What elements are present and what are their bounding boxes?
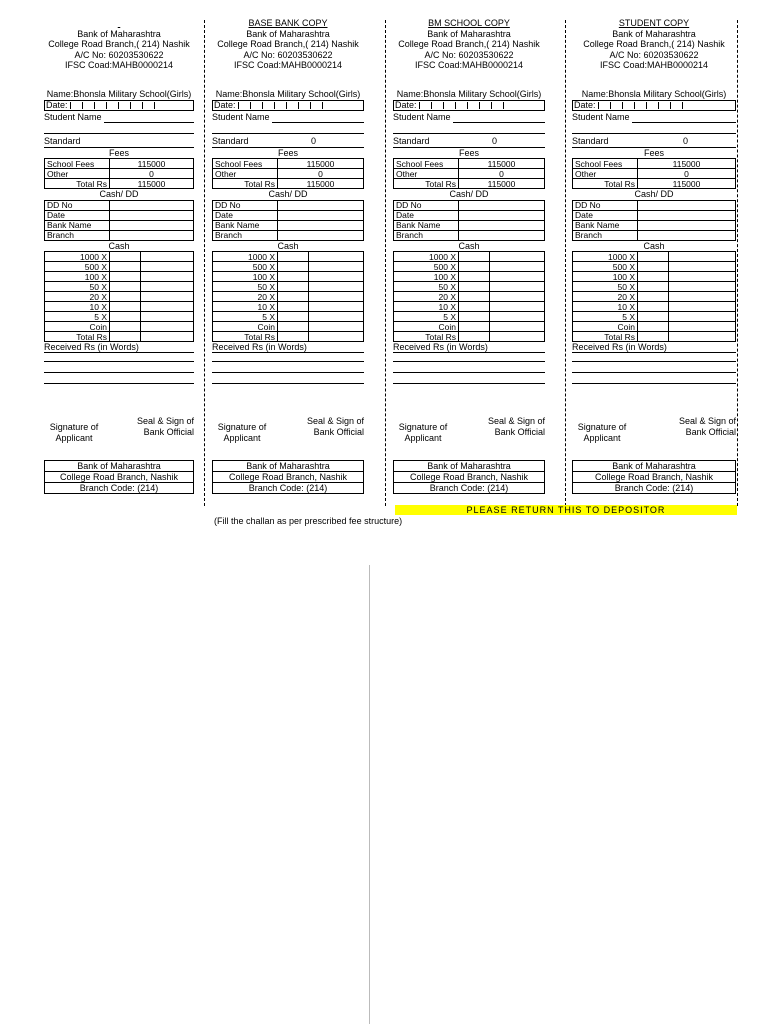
bank-name-field[interactable] (278, 220, 364, 230)
received-words-label: Received Rs (in Words) (212, 342, 364, 353)
bank-footer (393, 460, 545, 494)
student-name-field[interactable] (453, 113, 545, 123)
account-number: A/C No: 60203530622 (424, 49, 514, 60)
branch-field[interactable] (110, 230, 194, 240)
other-value[interactable]: 0 (638, 169, 736, 179)
cash-dd-heading: Cash/ DD (99, 189, 139, 199)
denomination-label: 500 X (213, 262, 278, 272)
denomination-label: 100 X (213, 272, 278, 282)
bank-footer (44, 460, 194, 494)
other-value[interactable]: 0 (278, 169, 364, 179)
denomination-amount[interactable] (490, 292, 545, 302)
denomination-count[interactable] (278, 262, 309, 272)
other-value[interactable]: 0 (110, 169, 194, 179)
total-value[interactable]: 115000 (638, 179, 736, 189)
denomination-amount[interactable] (669, 292, 736, 302)
dd-no-label: DD No (45, 200, 110, 210)
footer-bank: Bank of Maharashtra (213, 461, 363, 472)
standard-value[interactable]: 0 (682, 136, 688, 146)
dd-no-label: DD No (394, 200, 459, 210)
student-name-label: Student Name (212, 112, 270, 122)
denomination-label: 10 X (213, 302, 278, 312)
cash-table (212, 251, 364, 342)
denomination-label: 50 X (573, 282, 638, 292)
cash-dd-heading: Cash/ DD (449, 189, 489, 199)
denomination-label: 50 X (213, 282, 278, 292)
denomination-amount[interactable] (669, 302, 736, 312)
branch-label: Branch (394, 230, 459, 240)
branch-field[interactable] (278, 230, 364, 240)
received-words-line-2[interactable] (44, 362, 194, 373)
cash-heading: Cash (277, 240, 299, 251)
student-name-label: Student Name (44, 112, 102, 122)
copy-title: BM SCHOOL COPY (428, 18, 510, 28)
bank-name-label: Bank Name (573, 220, 638, 230)
denomination-label: 5 X (213, 312, 278, 322)
cash-heading: Cash (458, 240, 480, 251)
footer-code: Branch Code: (214) (248, 483, 328, 493)
dd-date-label: Date (573, 210, 638, 220)
bank-name-label: Bank Name (394, 220, 459, 230)
dd-date-field[interactable] (638, 210, 736, 220)
coin-amount[interactable] (141, 322, 194, 332)
student-name-field[interactable] (632, 113, 736, 123)
footer-bank: Bank of Maharashtra (394, 461, 544, 472)
signature-area (572, 416, 736, 456)
cash-total-amount[interactable] (669, 332, 736, 342)
footer-code: Branch Code: (214) (79, 483, 159, 493)
date-field[interactable] (44, 100, 194, 111)
date-field[interactable] (572, 100, 736, 111)
coin-count[interactable] (278, 322, 309, 332)
denomination-count[interactable] (638, 292, 669, 302)
cash-total-count[interactable] (278, 332, 309, 342)
footer-code: Branch Code: (214) (429, 483, 509, 493)
received-words-line-1[interactable] (212, 353, 364, 362)
coin-count[interactable] (459, 322, 490, 332)
denomination-label: 100 X (573, 272, 638, 282)
bank-name-field[interactable] (638, 220, 736, 230)
denomination-amount[interactable] (141, 282, 194, 292)
branch-label: Branch (213, 230, 278, 240)
denomination-count[interactable] (110, 292, 141, 302)
bank-name: Bank of Maharashtra (612, 28, 696, 39)
denomination-label: 1000 X (394, 252, 459, 262)
copy-header (212, 18, 364, 72)
cash-total-label: Total Rs (394, 332, 459, 342)
other-label: Other (573, 169, 638, 179)
denomination-amount[interactable] (669, 282, 736, 292)
other-label: Other (45, 169, 110, 179)
student-name-label: Student Name (572, 112, 630, 122)
denomination-label: 1000 X (213, 252, 278, 262)
school-fees-label: School Fees (394, 159, 459, 169)
denomination-label: 50 X (45, 282, 110, 292)
denomination-count[interactable] (278, 292, 309, 302)
received-words-line-2[interactable] (572, 362, 736, 373)
dd-date-field[interactable] (459, 210, 545, 220)
denomination-label: 10 X (45, 302, 110, 312)
dd-no-field[interactable] (638, 200, 736, 210)
ifsc-code: IFSC Coad:MAHB0000214 (233, 60, 343, 70)
denomination-amount[interactable] (141, 272, 194, 282)
received-words-line-3[interactable] (212, 373, 364, 384)
cash-heading: Cash (108, 240, 130, 251)
bank-footer (212, 460, 364, 494)
student-name-line[interactable] (393, 123, 545, 134)
bank-seal: Seal & Sign of Bank Official (678, 416, 736, 437)
denomination-amount[interactable] (490, 262, 545, 272)
coin-label: Coin (573, 322, 638, 332)
bank-branch: College Road Branch,( 214) Nashik (217, 39, 359, 49)
standard-label: Standard (393, 136, 430, 146)
coin-amount[interactable] (309, 322, 364, 332)
ifsc-code: IFSC Coad:MAHB0000214 (64, 60, 174, 70)
denomination-count[interactable] (459, 292, 490, 302)
date-label: Date: (46, 100, 68, 110)
student-name-field[interactable] (272, 113, 364, 123)
standard-label: Standard (44, 136, 81, 146)
other-label: Other (394, 169, 459, 179)
denomination-amount[interactable] (309, 262, 364, 272)
school-name: Name:Bhonsla Military School(Girls) (46, 89, 192, 99)
bank-seal: Seal & Sign of Bank Official (487, 416, 545, 437)
account-number: A/C No: 60203530622 (74, 49, 164, 60)
dd-date-field[interactable] (278, 210, 364, 220)
denomination-amount[interactable] (309, 292, 364, 302)
footer-branch: College Road Branch, Nashik (394, 472, 544, 483)
branch-label: Branch (573, 230, 638, 240)
denomination-count[interactable] (459, 302, 490, 312)
coin-amount[interactable] (669, 322, 736, 332)
fees-heading: Fees (277, 147, 298, 158)
standard-label: Standard (572, 136, 609, 146)
cash-total-count[interactable] (459, 332, 490, 342)
fees-table (572, 158, 736, 189)
received-words-line-1[interactable] (572, 353, 736, 362)
cash-total-label: Total Rs (213, 332, 278, 342)
denomination-count[interactable] (278, 302, 309, 312)
denomination-amount[interactable] (669, 312, 736, 322)
date-field[interactable] (212, 100, 364, 111)
denomination-count[interactable] (638, 272, 669, 282)
denomination-amount[interactable] (141, 302, 194, 312)
cash-total-label: Total Rs (45, 332, 110, 342)
denomination-count[interactable] (638, 282, 669, 292)
standard-value[interactable]: 0 (491, 136, 497, 146)
denomination-amount[interactable] (669, 252, 736, 262)
bank-branch: College Road Branch,( 214) Nashik (583, 39, 725, 49)
copy-header (572, 18, 736, 72)
cash-dd-heading: Cash/ DD (268, 189, 308, 199)
received-words-label: Received Rs (in Words) (393, 342, 545, 353)
branch-field[interactable] (459, 230, 545, 240)
dd-date-field[interactable] (110, 210, 194, 220)
denomination-count[interactable] (278, 282, 309, 292)
return-banner: PLEASE RETURN THIS TO DEPOSITOR (395, 505, 737, 515)
bank-name: Bank of Maharashtra (77, 28, 161, 39)
denomination-amount[interactable] (141, 312, 194, 322)
student-name-field[interactable] (104, 113, 194, 123)
cash-table (44, 251, 194, 342)
signature-area (44, 416, 194, 456)
account-number: A/C No: 60203530622 (609, 49, 699, 60)
date-field[interactable] (393, 100, 545, 111)
denomination-label: 100 X (394, 272, 459, 282)
school-fees-label: School Fees (213, 159, 278, 169)
copy-title: BASE BANK COPY (248, 18, 328, 28)
denomination-count[interactable] (278, 312, 309, 322)
fees-heading: Fees (643, 147, 664, 158)
challan-copy-1 (44, 18, 194, 494)
denomination-label: 20 X (45, 292, 110, 302)
dd-table (393, 200, 545, 241)
cut-line-2 (385, 20, 386, 506)
received-words-line-3[interactable] (572, 373, 736, 384)
bank-name: Bank of Maharashtra (427, 28, 511, 39)
dd-no-label: DD No (213, 200, 278, 210)
cut-line-4 (737, 20, 738, 506)
denomination-amount[interactable] (309, 252, 364, 262)
dd-no-field[interactable] (110, 200, 194, 210)
fees-table (393, 158, 545, 189)
denomination-amount[interactable] (669, 272, 736, 282)
denomination-count[interactable] (459, 282, 490, 292)
denomination-label: 1000 X (573, 252, 638, 262)
denomination-amount[interactable] (309, 272, 364, 282)
footer-bank: Bank of Maharashtra (573, 461, 735, 472)
received-words-line-1[interactable] (393, 353, 545, 362)
received-words-line-3[interactable] (393, 373, 545, 384)
applicant-signature: Signature of Applicant (398, 422, 448, 443)
fold-line (369, 565, 370, 1024)
bank-seal: Seal & Sign of Bank Official (136, 416, 194, 437)
bank-name-field[interactable] (459, 220, 545, 230)
dd-table (572, 200, 736, 241)
other-label: Other (213, 169, 278, 179)
footer-branch: College Road Branch, Nashik (213, 472, 363, 483)
coin-label: Coin (213, 322, 278, 332)
denomination-amount[interactable] (669, 262, 736, 272)
challan-copy-2 (212, 18, 364, 494)
cash-total-amount[interactable] (490, 332, 545, 342)
total-value[interactable]: 115000 (459, 179, 545, 189)
coin-label: Coin (45, 322, 110, 332)
denomination-count[interactable] (459, 252, 490, 262)
denomination-count[interactable] (110, 312, 141, 322)
footer-branch: College Road Branch, Nashik (573, 472, 735, 483)
cash-heading: Cash (643, 240, 665, 251)
denomination-amount[interactable] (490, 252, 545, 262)
signature-area (393, 416, 545, 456)
denomination-amount[interactable] (490, 302, 545, 312)
denomination-count[interactable] (638, 252, 669, 262)
fees-heading: Fees (108, 147, 129, 158)
footer-bank: Bank of Maharashtra (45, 461, 193, 472)
denomination-label: 20 X (573, 292, 638, 302)
bank-name: Bank of Maharashtra (246, 28, 330, 39)
received-words-line-3[interactable] (44, 373, 194, 384)
standard-label: Standard (212, 136, 249, 146)
total-label: Total Rs (573, 179, 638, 189)
signature-area (212, 416, 364, 456)
cash-total-amount[interactable] (141, 332, 194, 342)
bank-branch: College Road Branch,( 214) Nashik (398, 39, 540, 49)
denomination-count[interactable] (110, 302, 141, 312)
account-number: A/C No: 60203530622 (243, 49, 333, 60)
fees-table (212, 158, 364, 189)
bank-name-label: Bank Name (45, 220, 110, 230)
fill-note: (Fill the challan as per prescribed fee structure) (214, 516, 403, 526)
copy-title: STUDENT COPY (618, 18, 690, 28)
fees-heading: Fees (458, 147, 479, 158)
coin-count[interactable] (110, 322, 141, 332)
school-fees-label: School Fees (573, 159, 638, 169)
denomination-label: 20 X (394, 292, 459, 302)
footer-code: Branch Code: (214) (614, 483, 694, 493)
applicant-signature: Signature of Applicant (577, 422, 627, 443)
total-label: Total Rs (213, 179, 278, 189)
denomination-label: 1000 X (45, 252, 110, 262)
denomination-count[interactable] (459, 262, 490, 272)
received-words-line-2[interactable] (212, 362, 364, 373)
dd-date-label: Date (45, 210, 110, 220)
student-name-line[interactable] (212, 123, 364, 134)
denomination-count[interactable] (278, 272, 309, 282)
branch-field[interactable] (638, 230, 736, 240)
school-name: Name:Bhonsla Military School(Girls) (581, 89, 727, 99)
denomination-amount[interactable] (141, 262, 194, 272)
denomination-amount[interactable] (141, 252, 194, 262)
total-label: Total Rs (45, 179, 110, 189)
received-words-label: Received Rs (in Words) (572, 342, 736, 353)
coin-label: Coin (394, 322, 459, 332)
denomination-count[interactable] (638, 302, 669, 312)
cut-line-3 (565, 20, 566, 506)
denomination-label: 5 X (573, 312, 638, 322)
dd-date-label: Date (394, 210, 459, 220)
denomination-label: 500 X (573, 262, 638, 272)
denomination-label: 500 X (394, 262, 459, 272)
date-label: Date: (214, 100, 236, 110)
ifsc-code: IFSC Coad:MAHB0000214 (599, 60, 709, 70)
footer-branch: College Road Branch, Nashik (45, 472, 193, 483)
cash-dd-heading: Cash/ DD (634, 189, 674, 199)
copy-title (44, 18, 194, 29)
denomination-label: 500 X (45, 262, 110, 272)
cash-table (572, 251, 736, 342)
date-label: Date: (574, 100, 596, 110)
bank-seal: Seal & Sign of Bank Official (306, 416, 364, 437)
denomination-label: 5 X (45, 312, 110, 322)
school-fees-value[interactable]: 115000 (459, 159, 545, 169)
copy-header (44, 18, 194, 72)
denomination-count[interactable] (638, 262, 669, 272)
total-value[interactable]: 115000 (110, 179, 194, 189)
student-name-line[interactable] (44, 123, 194, 134)
total-value[interactable]: 115000 (278, 179, 364, 189)
copy-header (393, 18, 545, 72)
denomination-count[interactable] (110, 272, 141, 282)
branch-label: Branch (45, 230, 110, 240)
denomination-amount[interactable] (490, 282, 545, 292)
denomination-label: 10 X (573, 302, 638, 312)
school-fees-value[interactable]: 115000 (638, 159, 736, 169)
cash-table (393, 251, 545, 342)
denomination-amount[interactable] (490, 312, 545, 322)
applicant-signature: Signature of Applicant (217, 422, 267, 443)
denomination-label: 20 X (213, 292, 278, 302)
school-name: Name:Bhonsla Military School(Girls) (215, 89, 361, 99)
school-fees-value[interactable]: 115000 (278, 159, 364, 169)
cash-total-label: Total Rs (573, 332, 638, 342)
cut-line-1 (204, 20, 205, 506)
other-value[interactable]: 0 (459, 169, 545, 179)
fees-table (44, 158, 194, 189)
challan-copy-4 (572, 18, 736, 494)
denomination-count[interactable] (638, 312, 669, 322)
received-words-line-1[interactable] (44, 353, 194, 362)
denomination-count[interactable] (278, 252, 309, 262)
received-words-label: Received Rs (in Words) (44, 342, 194, 353)
dd-no-label: DD No (573, 200, 638, 210)
date-label: Date: (395, 100, 417, 110)
bank-footer (572, 460, 736, 494)
dd-no-field[interactable] (278, 200, 364, 210)
denomination-count[interactable] (110, 282, 141, 292)
bank-name-label: Bank Name (213, 220, 278, 230)
denomination-count[interactable] (459, 312, 490, 322)
denomination-amount[interactable] (309, 282, 364, 292)
denomination-count[interactable] (459, 272, 490, 282)
applicant-signature: Signature of Applicant (49, 422, 99, 443)
denomination-count[interactable] (110, 262, 141, 272)
challan-copy-3 (393, 18, 545, 494)
denomination-label: 10 X (394, 302, 459, 312)
dd-table (44, 200, 194, 241)
denomination-amount[interactable] (490, 272, 545, 282)
school-name: Name:Bhonsla Military School(Girls) (396, 89, 542, 99)
denomination-amount[interactable] (309, 302, 364, 312)
student-name-line[interactable] (572, 123, 736, 134)
denomination-label: 50 X (394, 282, 459, 292)
coin-amount[interactable] (490, 322, 545, 332)
ifsc-code: IFSC Coad:MAHB0000214 (414, 60, 524, 70)
denomination-label: 100 X (45, 272, 110, 282)
total-label: Total Rs (394, 179, 459, 189)
denomination-amount[interactable] (309, 312, 364, 322)
cash-total-amount[interactable] (309, 332, 364, 342)
bank-branch: College Road Branch,( 214) Nashik (48, 39, 190, 49)
cash-total-count[interactable] (638, 332, 669, 342)
standard-value[interactable]: 0 (310, 136, 316, 146)
coin-count[interactable] (638, 322, 669, 332)
school-fees-value[interactable]: 115000 (110, 159, 194, 169)
dd-no-field[interactable] (459, 200, 545, 210)
dd-table (212, 200, 364, 241)
denomination-amount[interactable] (141, 292, 194, 302)
denomination-label: 5 X (394, 312, 459, 322)
student-name-label: Student Name (393, 112, 451, 122)
denomination-count[interactable] (110, 252, 141, 262)
received-words-line-2[interactable] (393, 362, 545, 373)
school-fees-label: School Fees (45, 159, 110, 169)
bank-name-field[interactable] (110, 220, 194, 230)
cash-total-count[interactable] (110, 332, 141, 342)
dd-date-label: Date (213, 210, 278, 220)
